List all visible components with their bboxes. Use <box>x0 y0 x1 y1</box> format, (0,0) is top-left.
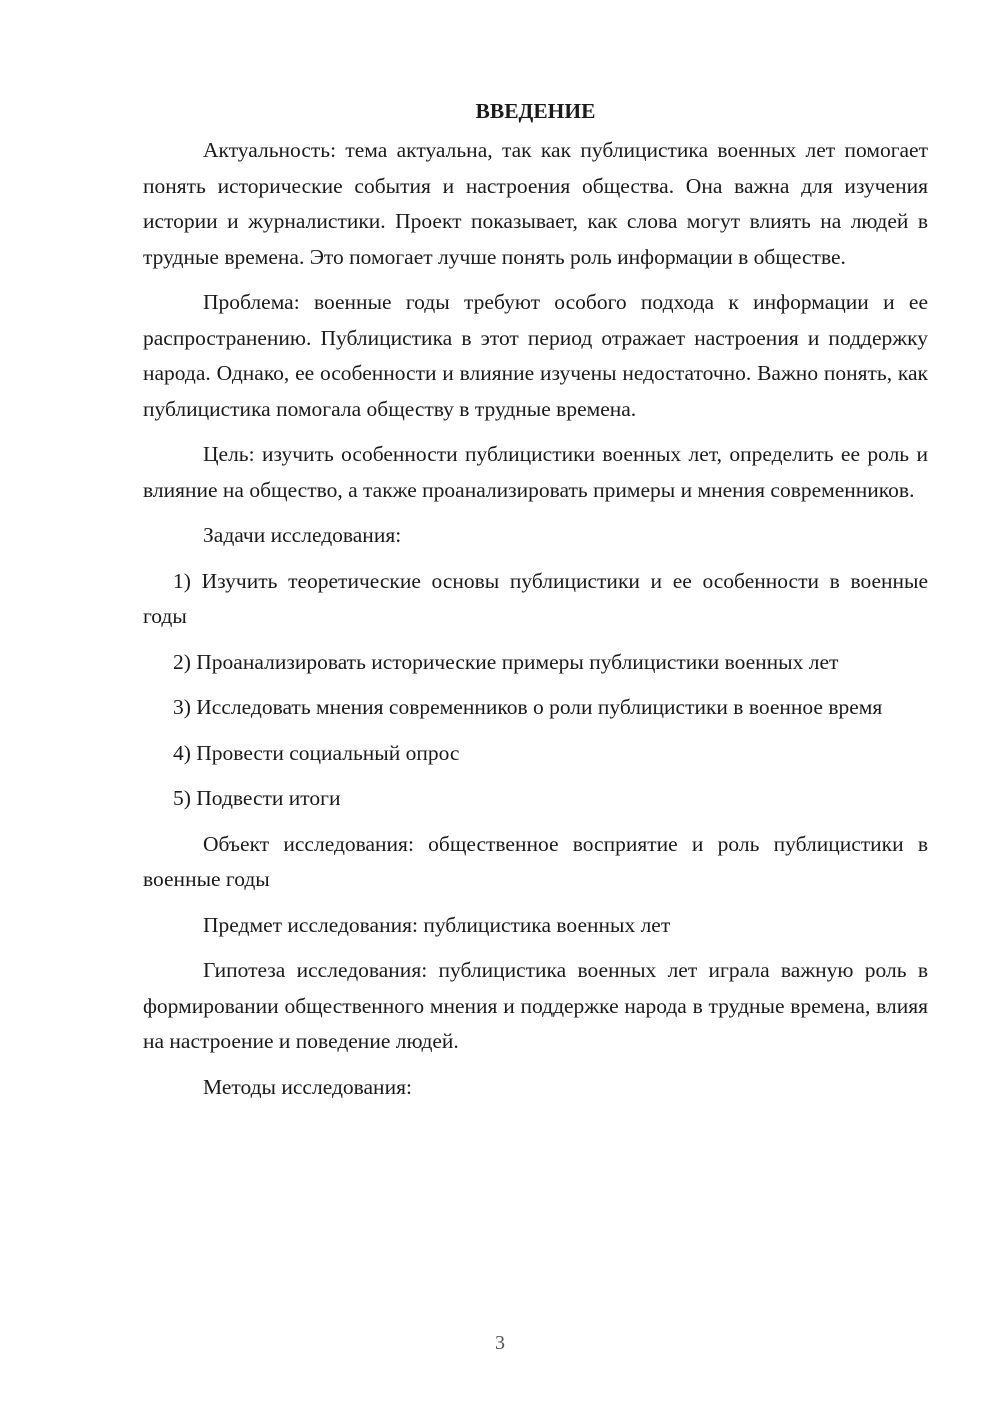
paragraph-hypothesis: Гипотеза исследования: публицистика военных лет играла важную роль в формировании общественного мнения и поддержке народа в трудные времена, влияя на настроение и поведение людей. <box>143 958 928 1053</box>
paragraph-goal: Цель: изучить особенности публицистики военных лет, определить ее роль и влияние на общество, а также проанализировать примеры и мнения современников. <box>143 442 928 502</box>
document-page <box>143 93 928 1115</box>
paragraph-problem: Проблема: военные годы требуют особого подхода к информации и ее распространению. Публицистика в этот период отражает настроения и поддержку народа. Однако, ее особенности и влияние изучены недостаточно. Важно понять, как публицистика помогала обществу в трудные времена. <box>143 290 928 421</box>
paragraph-methods: Методы исследования: <box>203 1074 412 1099</box>
task-item-4: 4) Провести социальный опрос <box>173 740 460 765</box>
section-title: ВВЕДЕНИЕ <box>475 99 596 123</box>
paragraph-subject: Предмет исследования: публицистика военных лет <box>203 912 671 937</box>
task-item-1: 1) Изучить теоретические основы публицистики и ее особенности в военные годы <box>143 568 928 628</box>
task-item-2: 2) Проанализировать исторические примеры публицистики военных лет <box>173 649 839 674</box>
paragraph-relevance: Актуальность: тема актуальна, так как публицистика военных лет помогает понять исторические события и настроения общества. Она важна для изучения истории и журналистики. Проект показывает, как слова могут влиять на людей в трудные времена. Это помогает лучше понять роль информации в обществе. <box>143 138 928 269</box>
paragraph-tasks-heading: Задачи исследования: <box>203 523 402 547</box>
paragraph-object: Объект исследования: общественное восприятие и роль публицистики в военные годы <box>143 831 928 891</box>
task-item-3: 3) Исследовать мнения современников о роли публицистики в военное время <box>173 695 883 719</box>
page-number: 3 <box>495 1332 505 1354</box>
task-item-5: 5) Подвести итоги <box>173 786 341 810</box>
